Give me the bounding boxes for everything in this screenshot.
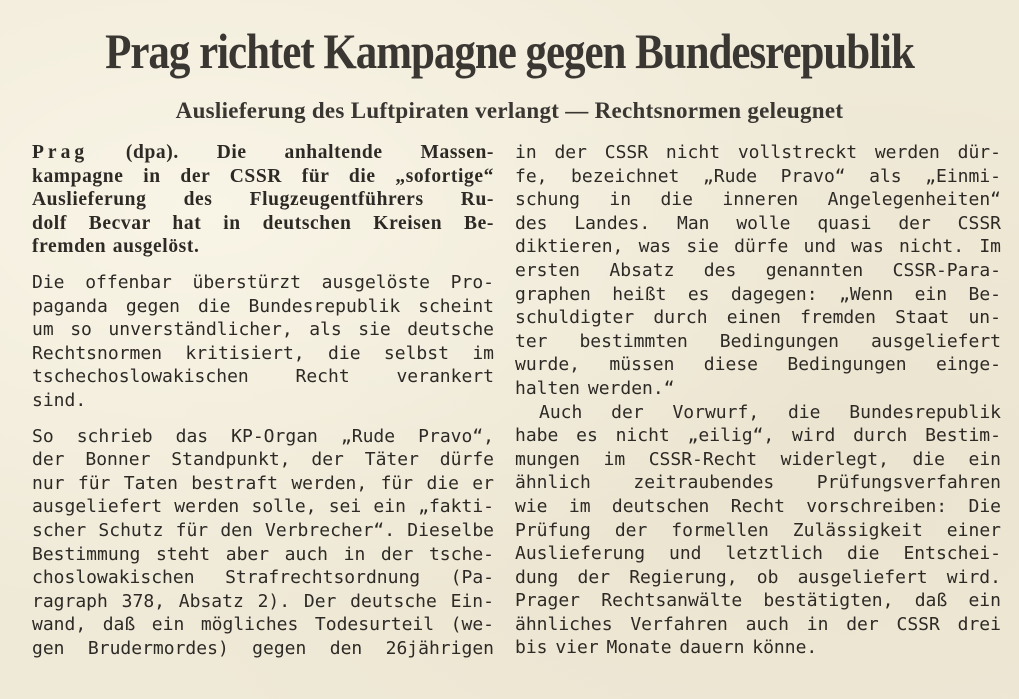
text-line: schung in die inneren Angelegenheiten“: [515, 189, 1001, 211]
text-line: halten werden.“: [515, 377, 675, 399]
text-line: Bestimmung steht aber auch in der tsche-: [32, 543, 494, 565]
text-line: der Bonner Standpunkt, der Täter dürfe: [32, 449, 494, 471]
dateline: Prag: [32, 142, 89, 163]
body-paragraph: [515, 401, 1001, 661]
text-line: fremden ausgelöst.: [32, 236, 200, 258]
text-line: mungen im CSSR-Recht widerlegt, die ein: [515, 448, 1001, 470]
text-line: Auslieferung und letztlich die Entschei-: [515, 543, 1001, 565]
text-line: ähnlich zeitraubendes Prüfungsverfahren: [515, 472, 1001, 494]
text-line: wurde, müssen diese Bedingungen einge-: [515, 354, 1001, 376]
left-column: [32, 141, 494, 660]
text-line: choslowakischen Strafrechtsordnung (Pa-: [32, 567, 494, 589]
text-line: habe es nicht „eilig“, wird durch Bestim-: [515, 425, 1001, 447]
text-line: um so unverständlicher, als sie deutsche: [32, 319, 494, 341]
subheadline: Auslieferung des Luftpiraten verlangt — Rechtsnormen geleugnet: [175, 98, 844, 123]
text-line: wie im deutschen Recht vorschreiben: Die: [515, 495, 1001, 517]
lead-first-line-rest: (dpa). Die anhaltende Massen-: [88, 142, 494, 163]
text-line: gen Brudermordes) gegen den 26jährigen: [32, 637, 494, 659]
text-line: kampagne in der CSSR für die „sofortige“: [32, 165, 494, 187]
text-line: ausgeliefert werden solle, sei ein „fakti-: [32, 496, 494, 518]
text-line: graphen heißt es dagegen: „Wenn ein Be-: [515, 283, 1001, 305]
text-line: dung der Regierung, ob ausgeliefert wird.: [515, 566, 1001, 588]
text-line: sind.: [32, 389, 87, 411]
text-line: ähnliches Verfahren auch in der CSSR drei: [515, 613, 1001, 635]
text-line: dolf Becvar hat in deutschen Kreisen Be-: [32, 212, 494, 234]
headline: Prag richtet Kampagne gegen Bundesrepublik: [105, 23, 914, 79]
text-line: So schrieb das KP-Organ „Rude Pravo“,: [32, 425, 494, 447]
lead-paragraph: [32, 141, 494, 259]
text-line: nur für Taten bestraft werden, für die er: [32, 472, 494, 494]
text-line: Auch der Vorwurf, die Bundesrepublik: [539, 401, 1001, 423]
text-line: diktieren, was sie dürfe und was nicht. Im: [515, 236, 1001, 258]
text-line: Prager Rechtsanwälte bestätigten, daß ein: [515, 590, 1001, 612]
text-line: paganda gegen die Bundesrepublik scheint: [32, 295, 494, 317]
text-line: bis vier Monate dauern könne.: [515, 637, 818, 659]
text-line: ersten Absatz des genannten CSSR-Para-: [515, 259, 1001, 281]
text-line: Rechtsnormen kritisiert, die selbst im: [32, 342, 494, 364]
text-line: [32, 141, 494, 165]
text-line: in der CSSR nicht vollstreckt werden dür-: [515, 142, 1001, 163]
text-line: fe, bezeichnet „Rude Pravo“ als „Einmi-: [515, 165, 1001, 187]
text-line: ragraph 378, Absatz 2). Der deutsche Ein-: [32, 590, 494, 612]
body-paragraph: [515, 141, 1001, 401]
text-line: tschechoslowakischen Recht verankert: [32, 366, 494, 388]
text-line: Prüfung der formellen Zulässigkeit einer: [515, 519, 1001, 541]
text-line: Auslieferung des Flugzeugentführers Ru-: [32, 189, 494, 211]
text-line: scher Schutz für den Verbrecher“. Dieselbe: [32, 519, 494, 541]
body-paragraph: [32, 271, 494, 413]
text-line: wand, daß ein mögliches Todesurteil (we-: [32, 614, 494, 636]
text-line: des Landes. Man wolle quasi der CSSR: [515, 212, 1001, 234]
right-column: [515, 141, 1001, 660]
text-line: schuldigter durch einen fremden Staat un-: [515, 307, 1001, 329]
text-line: ter bestimmten Bedingungen ausgeliefert: [515, 330, 1001, 352]
body-paragraph: [32, 425, 494, 661]
text-line: Die offenbar überstürzt ausgelöste Pro-: [32, 271, 494, 293]
